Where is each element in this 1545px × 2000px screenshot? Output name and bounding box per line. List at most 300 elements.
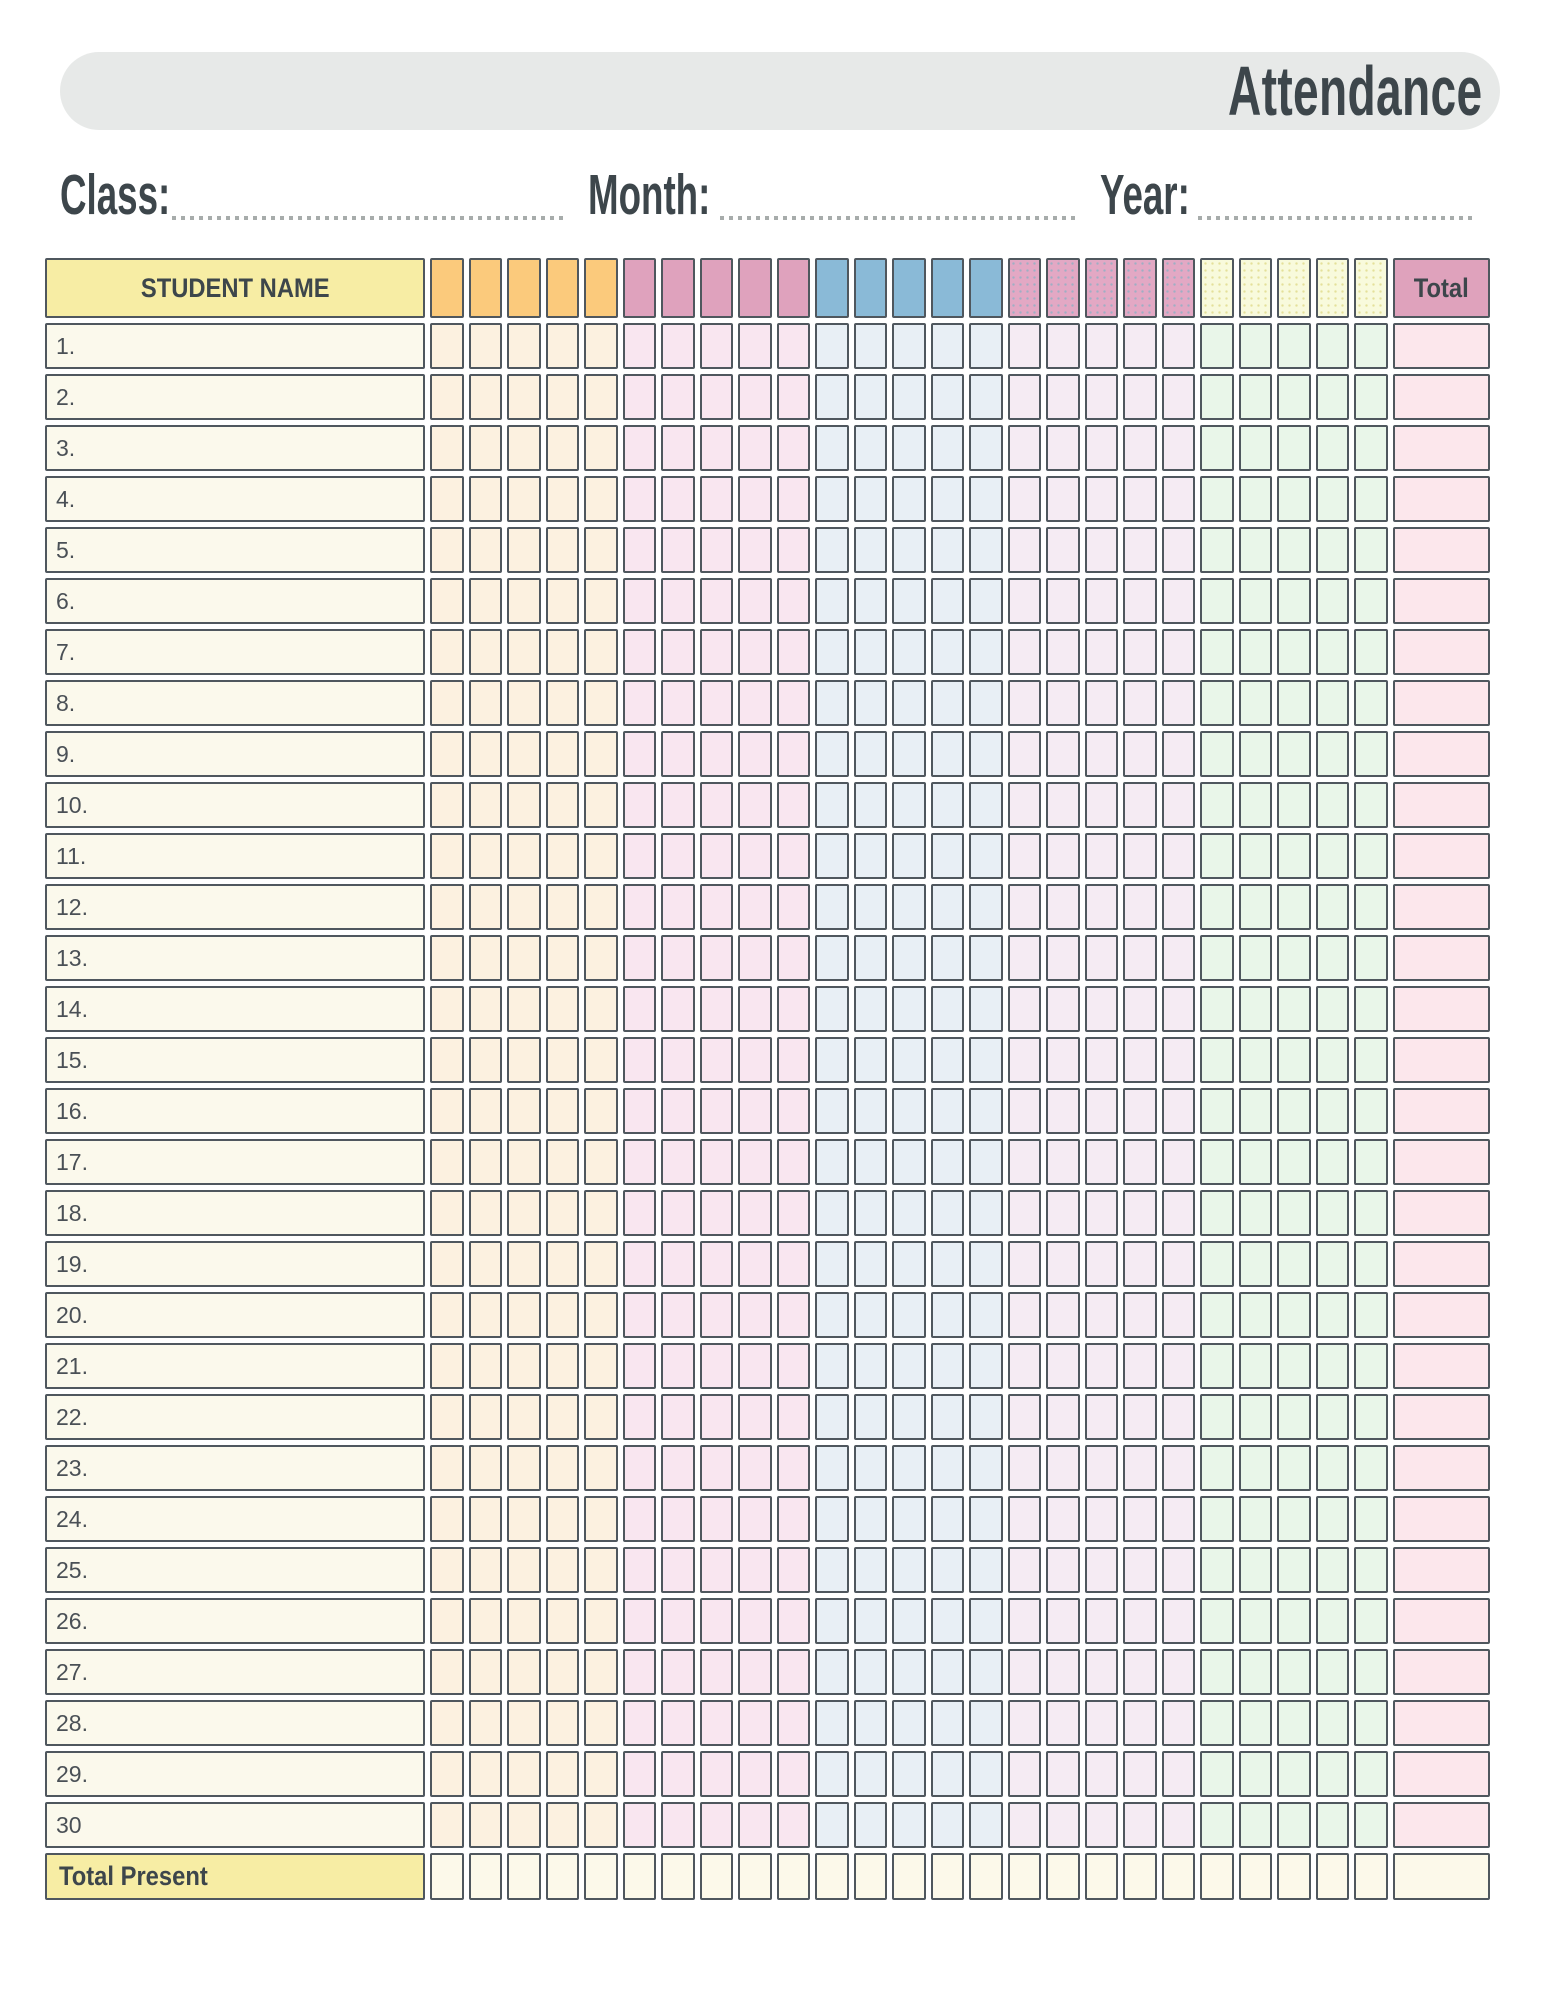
attendance-cell[interactable] — [1162, 1343, 1196, 1389]
attendance-cell[interactable] — [1239, 1751, 1273, 1797]
attendance-cell[interactable] — [469, 1139, 503, 1185]
row-total-cell[interactable] — [1393, 1802, 1490, 1848]
attendance-cell[interactable] — [931, 425, 965, 471]
attendance-cell[interactable] — [1008, 323, 1042, 369]
attendance-cell[interactable] — [1277, 1445, 1311, 1491]
attendance-cell[interactable] — [1200, 1547, 1234, 1593]
row-total-cell[interactable] — [1393, 1241, 1490, 1287]
attendance-cell[interactable] — [469, 782, 503, 828]
attendance-cell[interactable] — [546, 1649, 580, 1695]
attendance-cell[interactable] — [1354, 1292, 1388, 1338]
attendance-cell[interactable] — [1085, 1598, 1119, 1644]
attendance-cell[interactable] — [1277, 986, 1311, 1032]
student-name-cell[interactable] — [45, 1292, 425, 1338]
attendance-cell[interactable] — [623, 1547, 657, 1593]
attendance-cell[interactable] — [430, 1088, 464, 1134]
attendance-cell[interactable] — [700, 1751, 734, 1797]
attendance-cell[interactable] — [584, 731, 618, 777]
attendance-cell[interactable] — [1354, 1343, 1388, 1389]
attendance-cell[interactable] — [1354, 731, 1388, 777]
attendance-cell[interactable] — [1354, 1037, 1388, 1083]
attendance-cell[interactable] — [738, 731, 772, 777]
attendance-cell[interactable] — [931, 1547, 965, 1593]
attendance-cell[interactable] — [777, 1037, 811, 1083]
attendance-cell[interactable] — [1316, 1751, 1350, 1797]
attendance-cell[interactable] — [1162, 1649, 1196, 1695]
attendance-cell[interactable] — [700, 1598, 734, 1644]
attendance-cell[interactable] — [854, 1802, 888, 1848]
attendance-cell[interactable] — [892, 1088, 926, 1134]
attendance-cell[interactable] — [969, 986, 1003, 1032]
attendance-cell[interactable] — [469, 884, 503, 930]
attendance-cell[interactable] — [1046, 731, 1080, 777]
attendance-cell[interactable] — [1162, 1037, 1196, 1083]
attendance-cell[interactable] — [1123, 1241, 1157, 1287]
attendance-cell[interactable] — [1277, 578, 1311, 624]
attendance-cell[interactable] — [469, 629, 503, 675]
attendance-cell[interactable] — [546, 1190, 580, 1236]
attendance-cell[interactable] — [507, 1751, 541, 1797]
attendance-cell[interactable] — [623, 986, 657, 1032]
attendance-cell[interactable] — [1277, 884, 1311, 930]
attendance-cell[interactable] — [1123, 884, 1157, 930]
attendance-cell[interactable] — [507, 323, 541, 369]
attendance-cell[interactable] — [623, 578, 657, 624]
student-name-cell[interactable] — [45, 1649, 425, 1695]
attendance-cell[interactable] — [546, 1394, 580, 1440]
attendance-cell[interactable] — [815, 323, 849, 369]
attendance-cell[interactable] — [969, 731, 1003, 777]
attendance-cell[interactable] — [700, 782, 734, 828]
attendance-cell[interactable] — [931, 578, 965, 624]
attendance-cell[interactable] — [931, 1802, 965, 1848]
attendance-cell[interactable] — [854, 1343, 888, 1389]
attendance-cell[interactable] — [854, 1751, 888, 1797]
attendance-cell[interactable] — [854, 425, 888, 471]
attendance-cell[interactable] — [1085, 1445, 1119, 1491]
attendance-cell[interactable] — [1354, 629, 1388, 675]
attendance-cell[interactable] — [777, 1241, 811, 1287]
attendance-cell[interactable] — [1162, 1496, 1196, 1542]
attendance-cell[interactable] — [854, 1445, 888, 1491]
attendance-cell[interactable] — [1316, 1088, 1350, 1134]
attendance-cell[interactable] — [969, 476, 1003, 522]
attendance-cell[interactable] — [777, 986, 811, 1032]
attendance-cell[interactable] — [1200, 1649, 1234, 1695]
attendance-cell[interactable] — [430, 1445, 464, 1491]
attendance-cell[interactable] — [430, 1241, 464, 1287]
attendance-cell[interactable] — [661, 629, 695, 675]
attendance-cell[interactable] — [1008, 1598, 1042, 1644]
attendance-cell[interactable] — [1046, 578, 1080, 624]
attendance-cell[interactable] — [815, 1496, 849, 1542]
student-name-cell[interactable] — [45, 1700, 425, 1746]
attendance-cell[interactable] — [1085, 833, 1119, 879]
total-present-cell[interactable] — [1316, 1853, 1350, 1900]
row-total-cell[interactable] — [1393, 1190, 1490, 1236]
attendance-cell[interactable] — [815, 1139, 849, 1185]
attendance-cell[interactable] — [1316, 1190, 1350, 1236]
attendance-cell[interactable] — [1277, 1343, 1311, 1389]
attendance-cell[interactable] — [892, 935, 926, 981]
attendance-cell[interactable] — [1046, 986, 1080, 1032]
attendance-cell[interactable] — [507, 1802, 541, 1848]
attendance-cell[interactable] — [892, 1751, 926, 1797]
attendance-cell[interactable] — [700, 1394, 734, 1440]
attendance-cell[interactable] — [546, 1802, 580, 1848]
attendance-cell[interactable] — [1085, 1496, 1119, 1542]
attendance-cell[interactable] — [738, 527, 772, 573]
attendance-cell[interactable] — [584, 374, 618, 420]
attendance-cell[interactable] — [738, 1649, 772, 1695]
attendance-cell[interactable] — [892, 1037, 926, 1083]
attendance-cell[interactable] — [623, 833, 657, 879]
row-total-cell[interactable] — [1393, 425, 1490, 471]
attendance-cell[interactable] — [1162, 578, 1196, 624]
attendance-cell[interactable] — [661, 1037, 695, 1083]
attendance-cell[interactable] — [1200, 1700, 1234, 1746]
attendance-cell[interactable] — [700, 1292, 734, 1338]
attendance-cell[interactable] — [854, 833, 888, 879]
attendance-cell[interactable] — [777, 1598, 811, 1644]
attendance-cell[interactable] — [661, 476, 695, 522]
attendance-cell[interactable] — [1085, 578, 1119, 624]
attendance-cell[interactable] — [969, 782, 1003, 828]
attendance-cell[interactable] — [1200, 680, 1234, 726]
attendance-cell[interactable] — [1046, 1292, 1080, 1338]
attendance-cell[interactable] — [1239, 1700, 1273, 1746]
row-total-cell[interactable] — [1393, 374, 1490, 420]
attendance-cell[interactable] — [661, 986, 695, 1032]
attendance-cell[interactable] — [584, 1598, 618, 1644]
attendance-cell[interactable] — [931, 1088, 965, 1134]
attendance-cell[interactable] — [1008, 1292, 1042, 1338]
attendance-cell[interactable] — [854, 1190, 888, 1236]
attendance-cell[interactable] — [700, 731, 734, 777]
student-name-cell[interactable] — [45, 1343, 425, 1389]
attendance-cell[interactable] — [1085, 1649, 1119, 1695]
student-name-cell[interactable] — [45, 1139, 425, 1185]
attendance-cell[interactable] — [815, 1445, 849, 1491]
total-present-cell[interactable] — [1239, 1853, 1273, 1900]
attendance-cell[interactable] — [777, 1751, 811, 1797]
attendance-cell[interactable] — [1162, 476, 1196, 522]
attendance-cell[interactable] — [469, 1598, 503, 1644]
attendance-cell[interactable] — [623, 1241, 657, 1287]
attendance-cell[interactable] — [854, 374, 888, 420]
attendance-cell[interactable] — [700, 374, 734, 420]
attendance-cell[interactable] — [815, 1190, 849, 1236]
attendance-cell[interactable] — [815, 1649, 849, 1695]
attendance-cell[interactable] — [1123, 1598, 1157, 1644]
attendance-cell[interactable] — [661, 1241, 695, 1287]
attendance-cell[interactable] — [1239, 1598, 1273, 1644]
attendance-cell[interactable] — [815, 884, 849, 930]
attendance-cell[interactable] — [931, 782, 965, 828]
attendance-cell[interactable] — [815, 1394, 849, 1440]
attendance-cell[interactable] — [1277, 374, 1311, 420]
attendance-cell[interactable] — [1354, 1802, 1388, 1848]
attendance-cell[interactable] — [1316, 1241, 1350, 1287]
attendance-cell[interactable] — [1046, 884, 1080, 930]
attendance-cell[interactable] — [1046, 1088, 1080, 1134]
attendance-cell[interactable] — [661, 1139, 695, 1185]
attendance-cell[interactable] — [546, 1037, 580, 1083]
total-present-cell[interactable] — [623, 1853, 657, 1900]
attendance-cell[interactable] — [1316, 833, 1350, 879]
attendance-cell[interactable] — [931, 986, 965, 1032]
attendance-cell[interactable] — [1008, 1139, 1042, 1185]
attendance-cell[interactable] — [469, 476, 503, 522]
attendance-cell[interactable] — [892, 782, 926, 828]
attendance-cell[interactable] — [623, 1445, 657, 1491]
attendance-cell[interactable] — [584, 1037, 618, 1083]
total-present-cell[interactable] — [931, 1853, 965, 1900]
attendance-cell[interactable] — [738, 833, 772, 879]
attendance-cell[interactable] — [1046, 1037, 1080, 1083]
attendance-cell[interactable] — [584, 1343, 618, 1389]
attendance-cell[interactable] — [854, 1241, 888, 1287]
total-present-cell[interactable] — [1123, 1853, 1157, 1900]
attendance-cell[interactable] — [1046, 935, 1080, 981]
attendance-cell[interactable] — [1354, 527, 1388, 573]
attendance-cell[interactable] — [892, 629, 926, 675]
attendance-cell[interactable] — [584, 425, 618, 471]
attendance-cell[interactable] — [546, 323, 580, 369]
attendance-cell[interactable] — [969, 1037, 1003, 1083]
attendance-cell[interactable] — [469, 578, 503, 624]
attendance-cell[interactable] — [469, 527, 503, 573]
attendance-cell[interactable] — [815, 578, 849, 624]
attendance-cell[interactable] — [1239, 1292, 1273, 1338]
attendance-cell[interactable] — [1354, 986, 1388, 1032]
attendance-cell[interactable] — [507, 527, 541, 573]
attendance-cell[interactable] — [738, 680, 772, 726]
student-name-cell[interactable] — [45, 1445, 425, 1491]
attendance-cell[interactable] — [1316, 731, 1350, 777]
attendance-cell[interactable] — [815, 782, 849, 828]
attendance-cell[interactable] — [430, 527, 464, 573]
attendance-cell[interactable] — [1354, 578, 1388, 624]
student-name-cell[interactable] — [45, 425, 425, 471]
attendance-cell[interactable] — [892, 986, 926, 1032]
student-name-cell[interactable] — [45, 527, 425, 573]
attendance-cell[interactable] — [1354, 680, 1388, 726]
attendance-cell[interactable] — [854, 884, 888, 930]
total-present-cell[interactable] — [507, 1853, 541, 1900]
attendance-cell[interactable] — [546, 935, 580, 981]
attendance-cell[interactable] — [1316, 1802, 1350, 1848]
attendance-cell[interactable] — [623, 884, 657, 930]
attendance-cell[interactable] — [1316, 1496, 1350, 1542]
attendance-cell[interactable] — [700, 1190, 734, 1236]
attendance-cell[interactable] — [1200, 1139, 1234, 1185]
attendance-cell[interactable] — [1354, 1649, 1388, 1695]
attendance-cell[interactable] — [430, 629, 464, 675]
attendance-cell[interactable] — [1162, 1241, 1196, 1287]
attendance-cell[interactable] — [1085, 1037, 1119, 1083]
attendance-cell[interactable] — [1008, 1700, 1042, 1746]
attendance-cell[interactable] — [931, 935, 965, 981]
attendance-cell[interactable] — [1316, 1139, 1350, 1185]
attendance-cell[interactable] — [700, 1343, 734, 1389]
attendance-cell[interactable] — [469, 1649, 503, 1695]
attendance-cell[interactable] — [1162, 1394, 1196, 1440]
attendance-cell[interactable] — [1123, 1496, 1157, 1542]
class-input-line[interactable] — [172, 216, 568, 220]
attendance-cell[interactable] — [661, 1292, 695, 1338]
attendance-cell[interactable] — [1046, 833, 1080, 879]
attendance-cell[interactable] — [507, 986, 541, 1032]
attendance-cell[interactable] — [1354, 1241, 1388, 1287]
row-total-cell[interactable] — [1393, 1292, 1490, 1338]
attendance-cell[interactable] — [430, 731, 464, 777]
student-name-cell[interactable] — [45, 680, 425, 726]
attendance-cell[interactable] — [700, 323, 734, 369]
attendance-cell[interactable] — [738, 1037, 772, 1083]
attendance-cell[interactable] — [661, 1445, 695, 1491]
attendance-cell[interactable] — [623, 1190, 657, 1236]
attendance-cell[interactable] — [1085, 1802, 1119, 1848]
attendance-cell[interactable] — [469, 1292, 503, 1338]
total-present-cell[interactable] — [969, 1853, 1003, 1900]
attendance-cell[interactable] — [1085, 1139, 1119, 1185]
attendance-cell[interactable] — [584, 1547, 618, 1593]
attendance-cell[interactable] — [430, 1700, 464, 1746]
student-name-cell[interactable] — [45, 1802, 425, 1848]
attendance-cell[interactable] — [1123, 1343, 1157, 1389]
attendance-cell[interactable] — [469, 1700, 503, 1746]
row-total-cell[interactable] — [1393, 1445, 1490, 1491]
attendance-cell[interactable] — [1277, 1088, 1311, 1134]
attendance-cell[interactable] — [661, 833, 695, 879]
total-present-cell[interactable] — [854, 1853, 888, 1900]
attendance-cell[interactable] — [969, 1343, 1003, 1389]
attendance-cell[interactable] — [1200, 884, 1234, 930]
attendance-cell[interactable] — [430, 323, 464, 369]
attendance-cell[interactable] — [469, 1547, 503, 1593]
attendance-cell[interactable] — [1008, 935, 1042, 981]
attendance-cell[interactable] — [1239, 527, 1273, 573]
attendance-cell[interactable] — [815, 527, 849, 573]
student-name-cell[interactable] — [45, 1241, 425, 1287]
attendance-cell[interactable] — [1008, 986, 1042, 1032]
attendance-cell[interactable] — [584, 1445, 618, 1491]
attendance-cell[interactable] — [777, 323, 811, 369]
attendance-cell[interactable] — [892, 527, 926, 573]
attendance-cell[interactable] — [1200, 1445, 1234, 1491]
attendance-cell[interactable] — [1162, 323, 1196, 369]
attendance-cell[interactable] — [892, 884, 926, 930]
attendance-cell[interactable] — [469, 1241, 503, 1287]
attendance-cell[interactable] — [969, 1445, 1003, 1491]
attendance-cell[interactable] — [430, 884, 464, 930]
attendance-cell[interactable] — [1085, 425, 1119, 471]
attendance-cell[interactable] — [1239, 1343, 1273, 1389]
attendance-cell[interactable] — [1239, 1394, 1273, 1440]
attendance-cell[interactable] — [430, 1751, 464, 1797]
total-present-cell[interactable] — [700, 1853, 734, 1900]
attendance-cell[interactable] — [969, 1649, 1003, 1695]
attendance-cell[interactable] — [1354, 1496, 1388, 1542]
attendance-cell[interactable] — [738, 1700, 772, 1746]
attendance-cell[interactable] — [661, 374, 695, 420]
attendance-cell[interactable] — [1085, 629, 1119, 675]
attendance-cell[interactable] — [1008, 1649, 1042, 1695]
attendance-cell[interactable] — [738, 1241, 772, 1287]
attendance-cell[interactable] — [892, 1343, 926, 1389]
attendance-cell[interactable] — [661, 1598, 695, 1644]
row-total-cell[interactable] — [1393, 476, 1490, 522]
student-name-cell[interactable] — [45, 374, 425, 420]
row-total-cell[interactable] — [1393, 1037, 1490, 1083]
attendance-cell[interactable] — [1200, 527, 1234, 573]
attendance-cell[interactable] — [430, 476, 464, 522]
attendance-cell[interactable] — [1046, 782, 1080, 828]
attendance-cell[interactable] — [1085, 731, 1119, 777]
row-total-cell[interactable] — [1393, 1139, 1490, 1185]
attendance-cell[interactable] — [469, 935, 503, 981]
attendance-cell[interactable] — [892, 1496, 926, 1542]
row-total-cell[interactable] — [1393, 1088, 1490, 1134]
student-name-cell[interactable] — [45, 1394, 425, 1440]
total-present-cell[interactable] — [584, 1853, 618, 1900]
attendance-cell[interactable] — [738, 1802, 772, 1848]
attendance-cell[interactable] — [623, 1037, 657, 1083]
attendance-cell[interactable] — [584, 884, 618, 930]
attendance-cell[interactable] — [546, 1088, 580, 1134]
attendance-cell[interactable] — [1354, 1190, 1388, 1236]
attendance-cell[interactable] — [584, 578, 618, 624]
attendance-cell[interactable] — [661, 1649, 695, 1695]
attendance-cell[interactable] — [969, 833, 1003, 879]
attendance-cell[interactable] — [969, 1292, 1003, 1338]
attendance-cell[interactable] — [430, 1343, 464, 1389]
attendance-cell[interactable] — [507, 935, 541, 981]
attendance-cell[interactable] — [1200, 1598, 1234, 1644]
attendance-cell[interactable] — [1046, 1496, 1080, 1542]
attendance-cell[interactable] — [815, 1088, 849, 1134]
attendance-cell[interactable] — [1200, 1088, 1234, 1134]
attendance-cell[interactable] — [1123, 374, 1157, 420]
attendance-cell[interactable] — [507, 680, 541, 726]
attendance-cell[interactable] — [1354, 1445, 1388, 1491]
attendance-cell[interactable] — [1316, 884, 1350, 930]
attendance-cell[interactable] — [700, 1700, 734, 1746]
attendance-cell[interactable] — [1162, 1088, 1196, 1134]
attendance-cell[interactable] — [1008, 1343, 1042, 1389]
attendance-cell[interactable] — [931, 1751, 965, 1797]
attendance-cell[interactable] — [469, 986, 503, 1032]
attendance-cell[interactable] — [507, 833, 541, 879]
attendance-cell[interactable] — [1123, 476, 1157, 522]
attendance-cell[interactable] — [1046, 1139, 1080, 1185]
attendance-cell[interactable] — [1008, 1190, 1042, 1236]
attendance-cell[interactable] — [1123, 527, 1157, 573]
attendance-cell[interactable] — [738, 782, 772, 828]
attendance-cell[interactable] — [1316, 629, 1350, 675]
attendance-cell[interactable] — [1316, 1598, 1350, 1644]
attendance-cell[interactable] — [1085, 1241, 1119, 1287]
attendance-cell[interactable] — [1162, 1190, 1196, 1236]
student-name-cell[interactable] — [45, 782, 425, 828]
student-name-cell[interactable] — [45, 1190, 425, 1236]
attendance-cell[interactable] — [546, 476, 580, 522]
student-name-cell[interactable] — [45, 884, 425, 930]
attendance-cell[interactable] — [854, 527, 888, 573]
attendance-cell[interactable] — [1046, 1547, 1080, 1593]
attendance-cell[interactable] — [931, 1496, 965, 1542]
